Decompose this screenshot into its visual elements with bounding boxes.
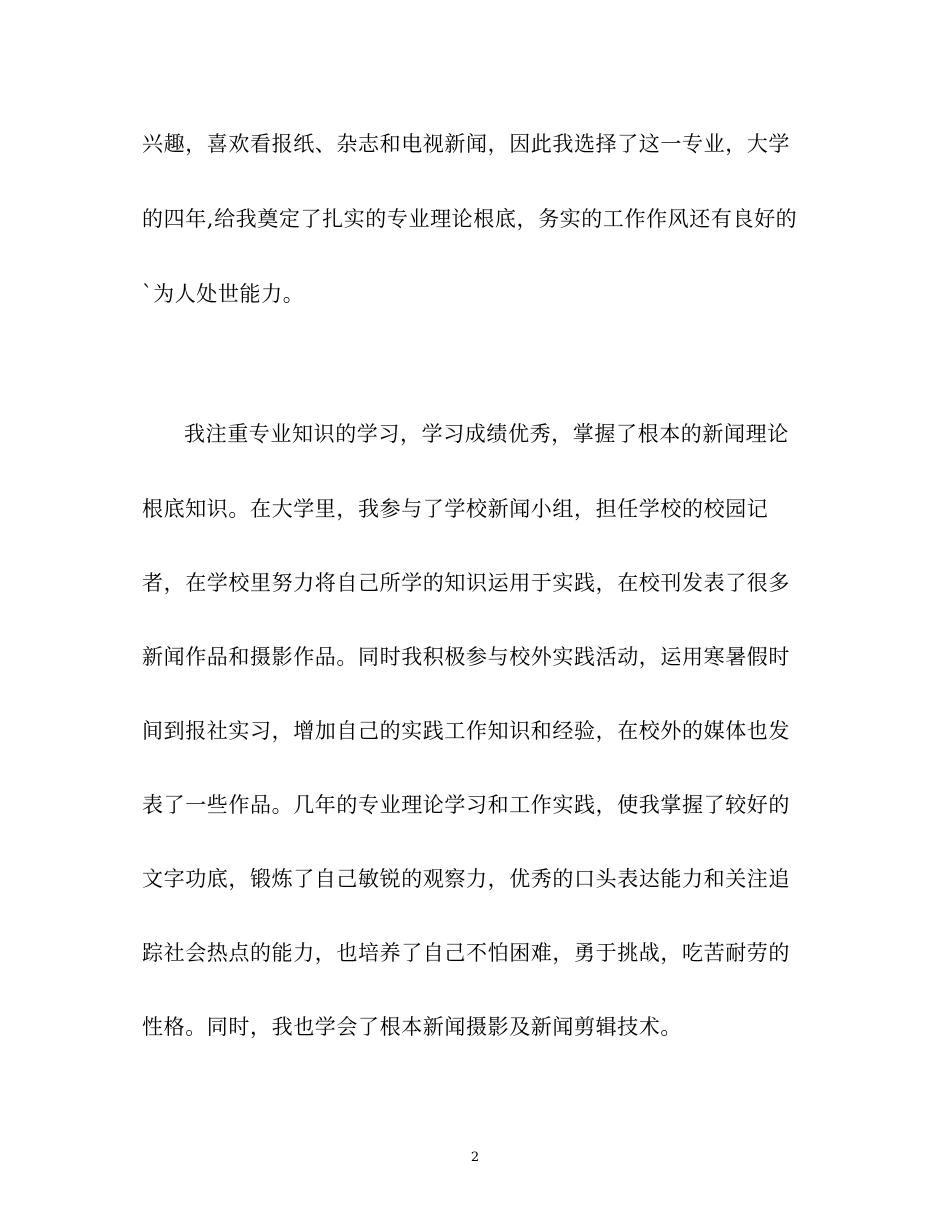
paragraph-2-line-2: 根底知识。在大学里，我参与了学校新闻小组，担任学校的校园记: [142, 497, 769, 521]
paragraph-2-line-6: 表了一些作品。几年的专业理论学习和工作实践，使我掌握了较好的: [142, 793, 790, 817]
paragraph-2-line-1: 我注重专业知识的学习，学习成绩优秀，掌握了根本的新闻理论: [184, 422, 789, 446]
paragraph-1-line-1: 兴趣，喜欢看报纸、杂志和电视新闻，因此我选择了这一专业，大学: [142, 132, 790, 156]
page-number: 2: [470, 1150, 480, 1165]
paragraph-2-line-4: 新闻作品和摄影作品。同时我积极参与校外实践活动，运用寒暑假时: [142, 645, 790, 669]
paragraph-2-line-8: 踪社会热点的能力，也培养了自己不怕困难，勇于挑战，吃苦耐劳的: [142, 941, 790, 965]
paragraph-2-line-3: 者，在学校里努力将自己所学的知识运用于实践，在校刊发表了很多: [142, 571, 790, 595]
paragraph-2-line-9: 性格。同时，我也学会了根本新闻摄影及新闻剪辑技术。: [142, 1015, 682, 1039]
paragraph-1-line-3: `为人处世能力。: [142, 282, 305, 306]
paragraph-2-line-7: 文字功底，锻炼了自己敏锐的观察力，优秀的口头表达能力和关注追: [142, 867, 790, 891]
paragraph-1-line-2: 的四年,给我奠定了扎实的专业理论根底，务实的工作作风还有良好的: [142, 207, 798, 231]
paragraph-2-line-5: 间到报社实习，增加自己的实践工作知识和经验，在校外的媒体也发: [142, 719, 790, 743]
